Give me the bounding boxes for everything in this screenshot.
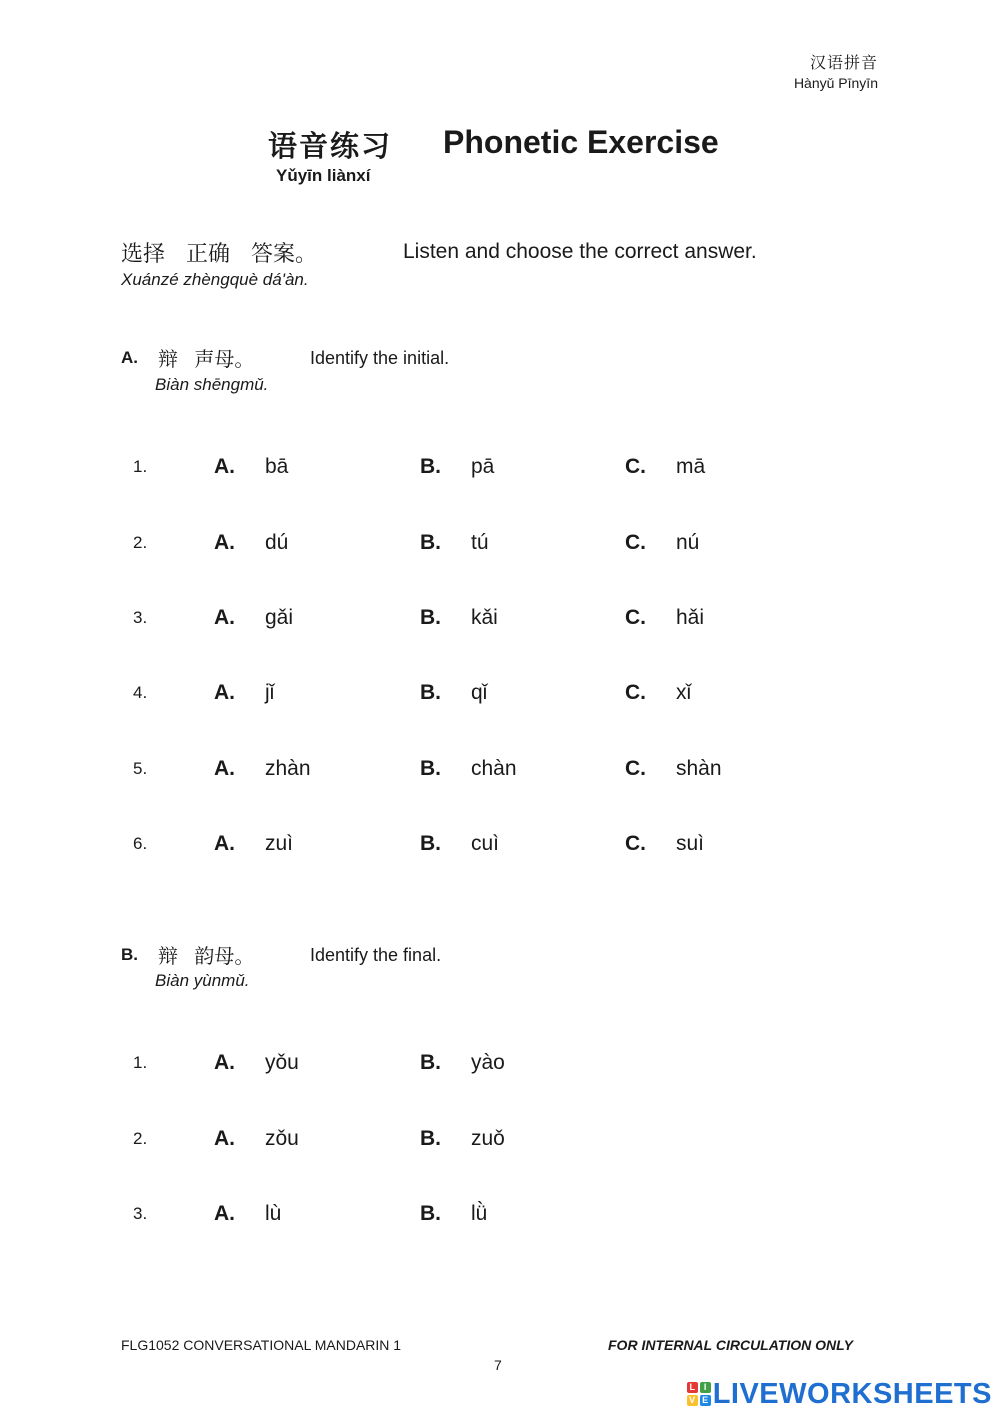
option-a-label[interactable]: A.	[214, 531, 235, 554]
option-c-text[interactable]: hǎi	[676, 606, 705, 629]
section-b-pinyin: Biàn yùnmǔ.	[155, 971, 250, 990]
option-c-label[interactable]: C.	[625, 606, 646, 629]
logo-badge-letter: L	[687, 1382, 698, 1393]
option-b-text[interactable]: tú	[471, 531, 489, 554]
section-b-english: Identify the final.	[310, 945, 442, 965]
question-number: 3.	[133, 1204, 148, 1223]
logo-badge-letter: E	[700, 1395, 711, 1406]
option-b-text[interactable]: cuì	[471, 832, 500, 855]
question-row	[0, 1123, 1000, 1153]
question-row	[0, 1198, 1000, 1228]
option-c-text[interactable]: shàn	[676, 757, 722, 780]
option-a-text[interactable]: zhàn	[265, 757, 311, 780]
logo-text: LIVEWORKSHEETS	[712, 1377, 992, 1410]
section-a-pinyin: Biàn shēngmǔ.	[155, 375, 269, 394]
question-row	[0, 753, 1000, 783]
question-row	[0, 602, 1000, 632]
option-b-label[interactable]: B.	[420, 757, 441, 780]
option-c-label[interactable]: C.	[625, 757, 646, 780]
question-number: 2.	[133, 533, 148, 552]
option-a-text[interactable]: gǎi	[265, 606, 294, 629]
option-b-label[interactable]: B.	[420, 681, 441, 704]
title-pinyin: Yǔyīn liànxí	[276, 166, 371, 185]
option-a-label[interactable]: A.	[214, 832, 235, 855]
instruction-chinese: 选择 正确 答案。	[121, 242, 317, 267]
question-row	[0, 1047, 1000, 1077]
question-number: 1.	[133, 457, 148, 476]
option-a-text[interactable]: zuì	[265, 832, 294, 855]
option-b-text[interactable]: kǎi	[471, 606, 498, 629]
option-b-label[interactable]: B.	[420, 832, 441, 855]
option-a-text[interactable]: jǐ	[265, 681, 275, 704]
option-a-label[interactable]: A.	[214, 757, 235, 780]
question-number: 3.	[133, 608, 148, 627]
option-a-label[interactable]: A.	[214, 1051, 235, 1074]
question-row	[0, 828, 1000, 858]
option-b-label[interactable]: B.	[420, 1202, 441, 1225]
header-chinese: 汉语拼音	[809, 53, 878, 72]
option-b-label[interactable]: B.	[420, 455, 441, 478]
section-a-english: Identify the initial.	[310, 348, 450, 368]
section-b-chinese: 辩 韵母。	[158, 944, 255, 968]
section-a-chinese: 辩 声母。	[158, 347, 255, 371]
question-row	[0, 677, 1000, 707]
question-number: 1.	[133, 1053, 148, 1072]
option-b-text[interactable]: lǜ	[471, 1202, 488, 1225]
option-a-text[interactable]: dú	[265, 531, 289, 554]
option-b-text[interactable]: qǐ	[471, 681, 488, 704]
logo-badge-letter: I	[700, 1382, 711, 1393]
option-a-text[interactable]: yǒu	[265, 1051, 299, 1074]
question-number: 5.	[133, 759, 148, 778]
option-a-text[interactable]: bā	[265, 455, 289, 478]
option-a-text[interactable]: zǒu	[265, 1127, 299, 1150]
option-b-text[interactable]: yào	[471, 1051, 505, 1074]
header-pinyin: Hànyǔ Pīnyīn	[793, 75, 878, 91]
option-c-label[interactable]: C.	[625, 832, 646, 855]
option-b-label[interactable]: B.	[420, 1051, 441, 1074]
option-a-label[interactable]: A.	[214, 681, 235, 704]
question-row	[0, 527, 1000, 557]
question-number: 4.	[133, 683, 148, 702]
option-b-text[interactable]: chàn	[471, 757, 517, 780]
page-number: 7	[494, 1357, 502, 1373]
option-a-label[interactable]: A.	[214, 1127, 235, 1150]
question-number: 2.	[133, 1129, 148, 1148]
logo-badge-letter: V	[687, 1395, 698, 1406]
section-a-letter: A.	[121, 348, 138, 367]
option-c-label[interactable]: C.	[625, 531, 646, 554]
instruction-english: Listen and choose the correct answer.	[403, 240, 757, 263]
section-b-letter: B.	[121, 945, 138, 964]
option-a-label[interactable]: A.	[214, 1202, 235, 1225]
option-a-label[interactable]: A.	[214, 606, 235, 629]
question-number: 6.	[133, 834, 148, 853]
liveworksheets-logo	[687, 1379, 992, 1409]
question-row	[0, 451, 1000, 481]
option-c-text[interactable]: nú	[676, 531, 700, 554]
option-b-label[interactable]: B.	[420, 531, 441, 554]
instruction-pinyin: Xuánzé zhèngquè dá'àn.	[121, 270, 309, 289]
option-b-label[interactable]: B.	[420, 606, 441, 629]
footer-notice: FOR INTERNAL CIRCULATION ONLY	[608, 1337, 853, 1353]
footer-course: FLG1052 CONVERSATIONAL MANDARIN 1	[121, 1337, 402, 1353]
title-english: Phonetic Exercise	[443, 124, 719, 160]
option-c-label[interactable]: C.	[625, 455, 646, 478]
option-a-text[interactable]: lù	[265, 1202, 282, 1225]
option-c-text[interactable]: suì	[676, 832, 705, 855]
option-b-text[interactable]: pā	[471, 455, 495, 478]
option-c-text[interactable]: xǐ	[676, 681, 692, 704]
logo-badge-icon	[687, 1382, 711, 1406]
option-c-label[interactable]: C.	[625, 681, 646, 704]
option-b-label[interactable]: B.	[420, 1127, 441, 1150]
option-a-label[interactable]: A.	[214, 455, 235, 478]
title-chinese: 语音练习	[268, 129, 393, 163]
option-c-text[interactable]: mā	[676, 455, 706, 478]
option-b-text[interactable]: zuǒ	[471, 1127, 505, 1150]
